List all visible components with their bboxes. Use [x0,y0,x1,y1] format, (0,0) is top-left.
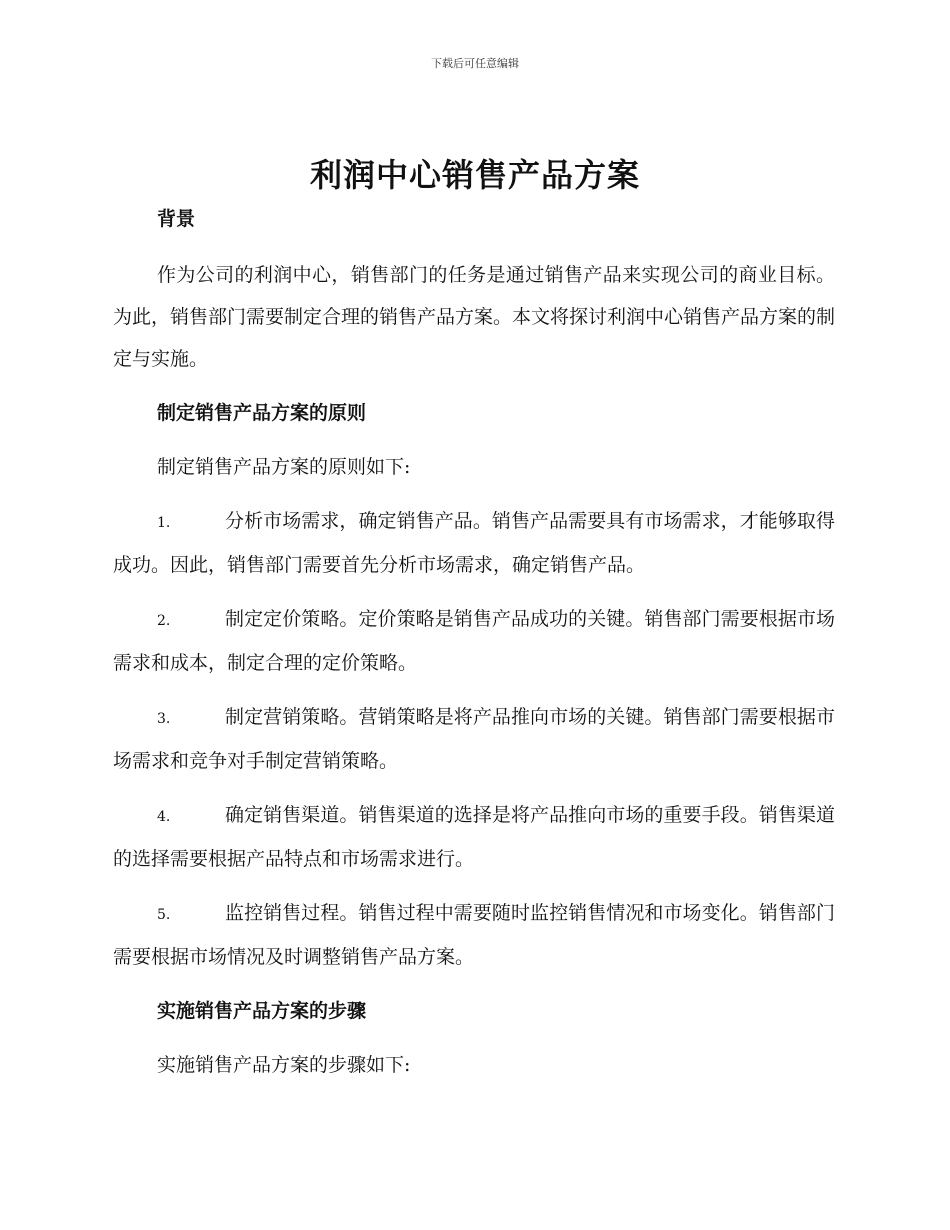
list-item-text: 确定销售渠道。销售渠道的选择是将产品推向市场的重要手段。销售渠道的选择需要根据产品特点和市场需求进行。 [113,804,835,870]
list-item-number: 1. [157,515,171,531]
list-item [113,598,835,684]
list-item-number: 4. [157,809,171,825]
list-item-number: 2. [157,613,171,629]
steps-intro: 实施销售产品方案的步骤如下: [157,1054,411,1076]
list-item [113,696,835,782]
list-item [113,892,835,978]
list-item-number: 5. [157,907,171,923]
document-title: 利润中心销售产品方案 [309,156,640,194]
background-paragraph: 作为公司的利润中心，销售部门的任务是通过销售产品来实现公司的商业目标。为此，销售部门需要制定合理的销售产品方案。本文将探讨利润中心销售产品方案的制定与实施。 [113,264,836,370]
list-item-text: 制定定价策略。定价策略是销售产品成功的关键。销售部门需要根据市场需求和成本，制定合理的定价策略。 [113,608,835,674]
principles-intro: 制定销售产品方案的原则如下: [157,456,411,478]
section-heading-steps: 实施销售产品方案的步骤 [157,1000,367,1022]
section-heading-background: 背景 [157,208,196,230]
list-item-number: 3. [157,711,171,727]
list-item-text: 分析市场需求，确定销售产品。销售产品需要具有市场需求，才能够取得成功。因此，销售部门需要首先分析市场需求，确定销售产品。 [113,510,835,576]
list-item-text: 监控销售过程。销售过程中需要随时监控销售情况和市场变化。销售部门需要根据市场情况及时调整销售产品方案。 [113,902,835,968]
list-item [113,794,835,880]
section-heading-principles: 制定销售产品方案的原则 [157,402,367,424]
header-note: 下载后可任意编辑 [431,57,519,70]
list-item [113,500,835,586]
document-body [113,198,835,1086]
list-item-text: 制定营销策略。营销策略是将产品推向市场的关键。销售部门需要根据市场需求和竞争对手制定营销策略。 [113,706,835,772]
